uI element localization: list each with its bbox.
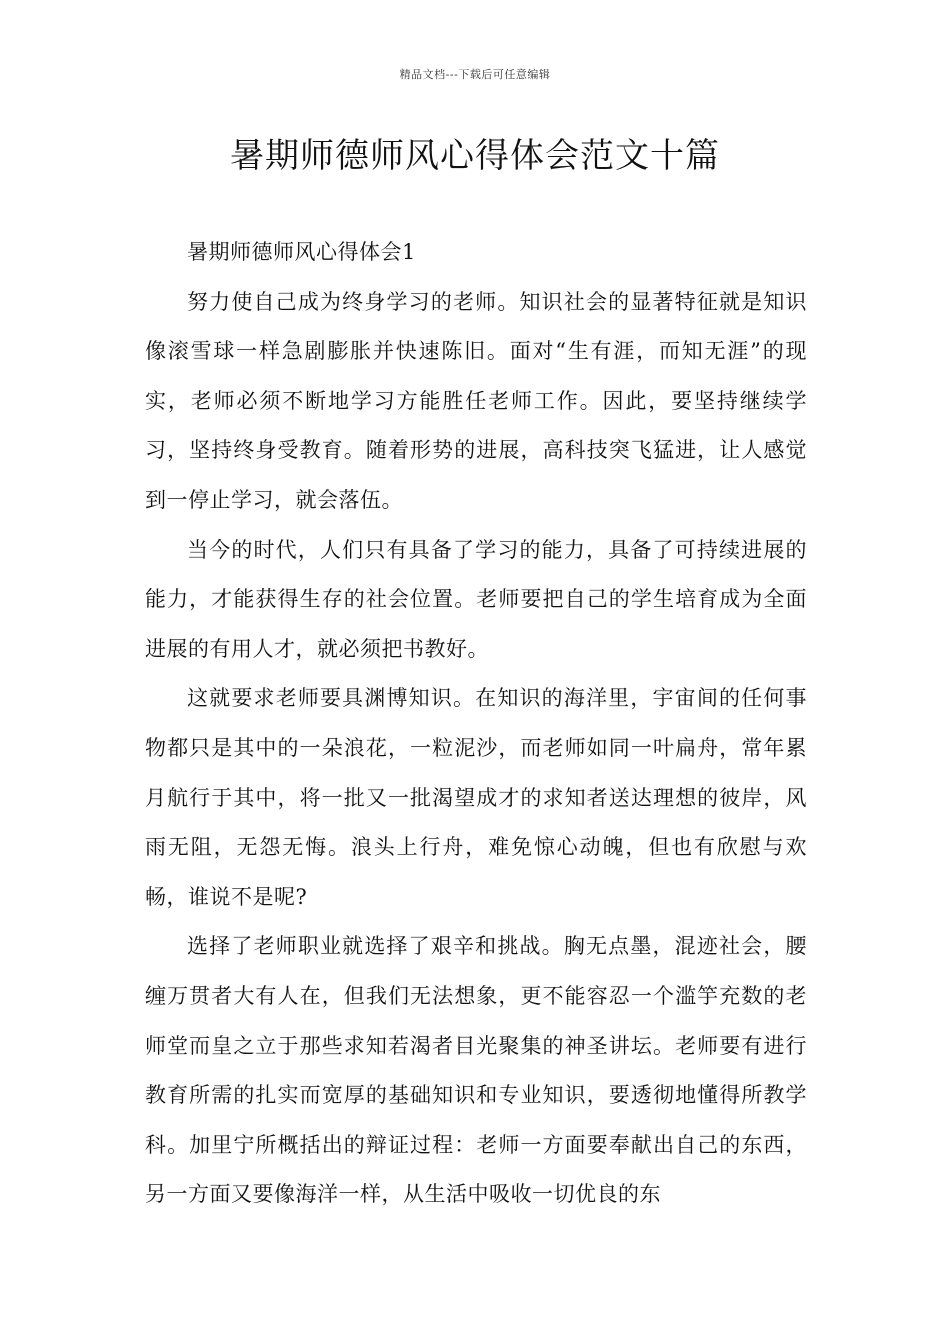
header-note: 精品文档---下载后可任意编辑: [399, 68, 551, 81]
document-body: [145, 228, 807, 1220]
body-paragraph: 当今的时代，人们只有具备了学习的能力，具备了可持续进展的能力，才能获得生存的社会位置。老师要把自己的学生培育成为全面进展的有用人才，就必须把书教好。: [145, 537, 807, 661]
body-paragraph: 这就要求老师要具渊博知识。在知识的海洋里，宇宙间的任何事物都只是其中的一朵浪花，一粒泥沙，而老师如同一叶扁舟，常年累月航行于其中，将一批又一批渴望成才的求知者送达理想的彼岸，风雨无阻，无怨无悔。浪头上行舟，难免惊心动魄，但也有欣慰与欢畅，谁说不是呢?: [145, 686, 807, 909]
body-paragraph: 选择了老师职业就选择了艰辛和挑战。胸无点墨，混迹社会，腰缠万贯者大有人在，但我们无法想象，更不能容忍一个滥竽充数的老师堂而皇之立于那些求知若渴者目光聚集的神圣讲坛。老师要有进行教育所需的扎实而宽厚的基础知识和专业知识，要透彻地懂得所教学科。加里宁所概括出的辩证过程：老师一方面要奉献出自己的东西，另一方面又要像海洋一样，从生活中吸收一切优良的东: [145, 934, 807, 1207]
document-title: 暑期师德师风心得体会范文十篇: [230, 136, 720, 176]
body-paragraph: 努力使自己成为终身学习的老师。知识社会的显著特征就是知识像滚雪球一样急剧膨胀并快速陈旧。面对“生有涯，而知无涯”的现实，老师必须不断地学习方能胜任老师工作。因此，要坚持继续学习，坚持终身受教育。随着形势的进展，高科技突飞猛进，让人感觉到一停止学习，就会落伍。: [145, 289, 807, 512]
section-heading: 暑期师德师风心得体会1: [187, 240, 416, 264]
